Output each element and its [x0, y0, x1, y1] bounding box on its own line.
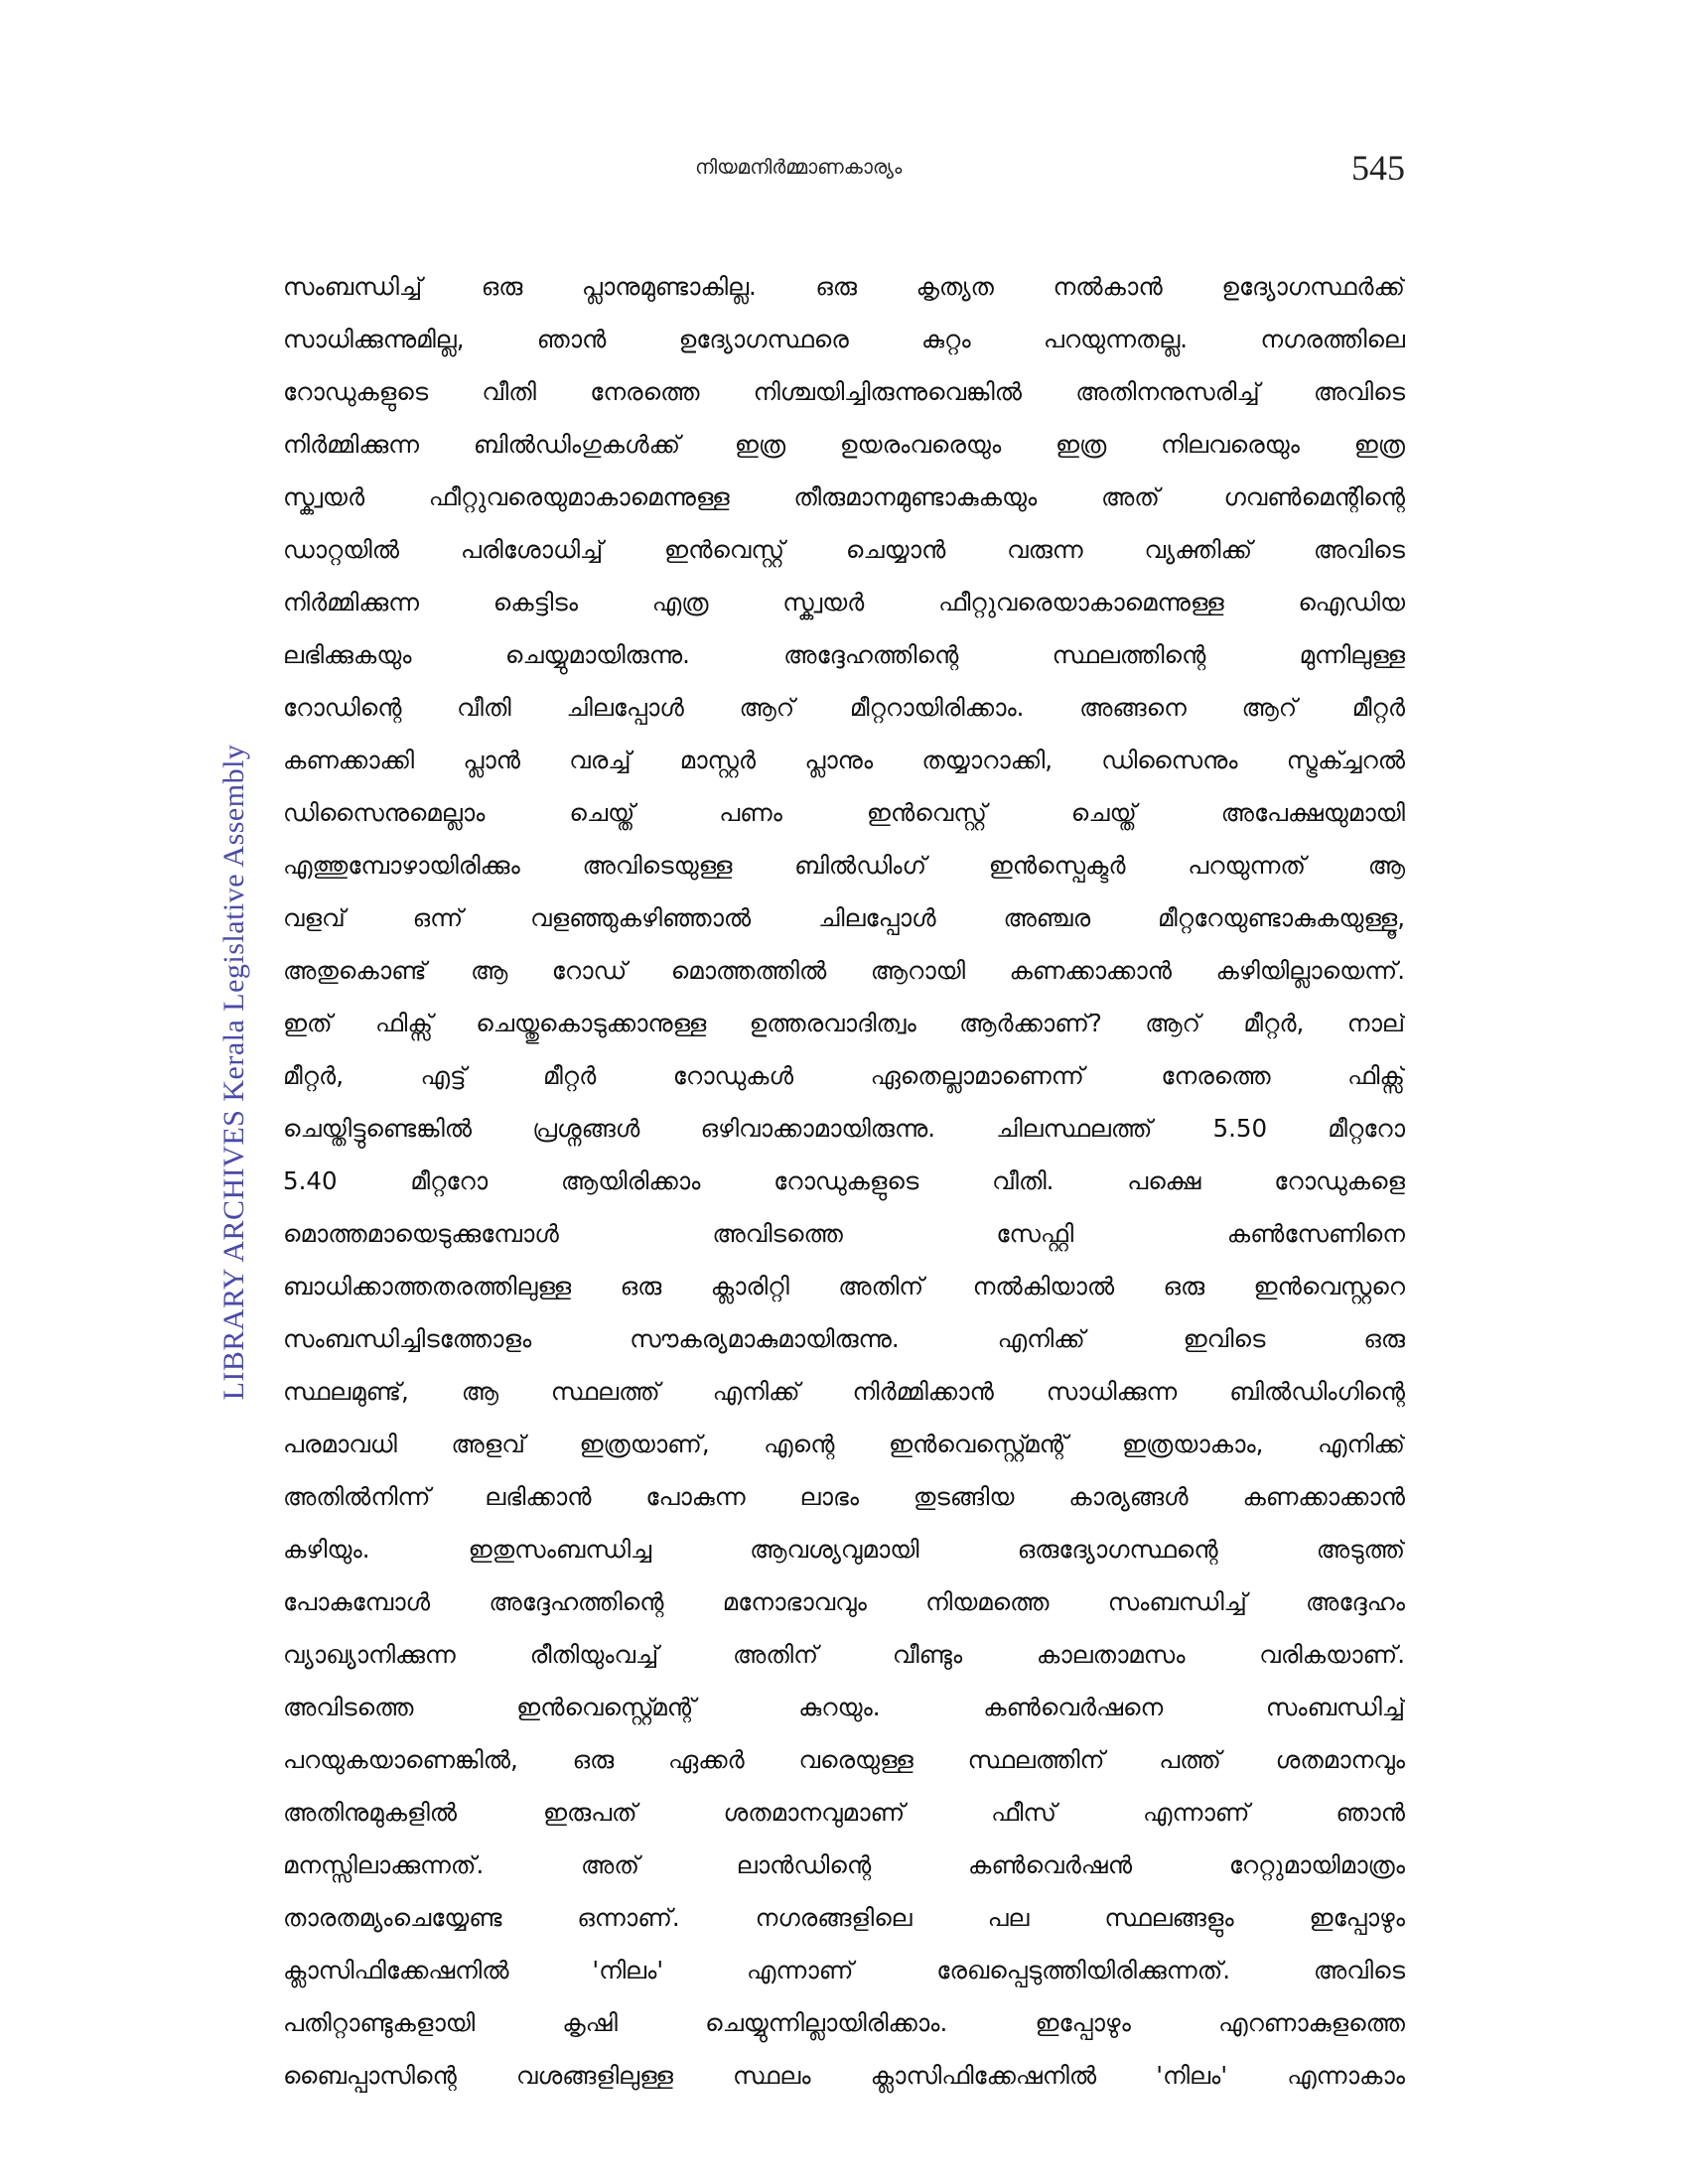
running-header-title: നിയമനിർമ്മാണകാര്യം	[695, 155, 903, 179]
body-line: പരമാവധി അളവ് ഇത്രയാണ്, എന്റെ ഇൻവെസ്റ്റ്മെന്റ് ഇത്രയാകാം, എനിക്ക്	[283, 1430, 1405, 1458]
body-line: സാധിക്കുന്നുമില്ല, ഞാൻ ഉദ്യോഗസ്ഥരെ കുറ്റം പറയുന്നതല്ല. നഗരത്തിലെ	[283, 325, 1405, 353]
body-line: സംബന്ധിച്ചിടത്തോളം സൗകര്യമാകുമായിരുന്നു. എനിക്ക് ഇവിടെ ഒരു	[283, 1324, 1405, 1353]
body-line: പോകുമ്പോൾ അദ്ദേഹത്തിന്റെ മനോഭാവവും നിയമത്തെ സംബന്ധിച്ച് അദ്ദേഹം	[283, 1587, 1405, 1616]
body-line: ഡിസൈനുമെല്ലാം ചെയ്ത് പണം ഇൻവെസ്റ്റ് ചെയ്ത് അപേക്ഷയുമായി	[283, 798, 1405, 827]
body-line: വ്യാഖ്യാനിക്കുന്ന രീതിയുംവച്ച് അതിന് വീണ്ടും കാലതാമസം വരികയാണ്.	[283, 1640, 1405, 1669]
body-line: അവിടത്തെ ഇൻവെസ്റ്റ്മെന്റ് കുറയും. കൺവെർഷനെ സംബന്ധിച്ച്	[283, 1693, 1405, 1721]
body-line: എത്തുമ്പോഴായിരിക്കും അവിടെയുള്ള ബിൽഡിംഗ് ഇൻസ്പെക്ടർ പറയുന്നത് ആ	[283, 851, 1405, 880]
body-line: 5.40 മീറ്ററോ ആയിരിക്കാം റോഡുകളുടെ വീതി. പക്ഷെ റോഡുകളെ	[283, 1166, 1405, 1195]
body-line: മൊത്തമായെടുക്കുമ്പോൾ അവിടത്തെ സേഫ്റ്റി കൺസേണിനെ	[283, 1219, 1405, 1248]
body-line: ലഭിക്കുകയും ചെയ്യുമായിരുന്നു. അദ്ദേഹത്തിന്റെ സ്ഥലത്തിന്റെ മുന്നിലുള്ള	[283, 640, 1405, 669]
body-line: പറയുകയാണെങ്കിൽ, ഒരു ഏക്കർ വരെയുള്ള സ്ഥലത്തിന് പത്ത് ശതമാനവും	[283, 1745, 1405, 1774]
body-line: മീറ്റർ, എട്ട് മീറ്റർ റോഡുകൾ ഏതെല്ലാമാണെന്ന് നേരത്തെ ഫിക്സ്	[283, 1061, 1405, 1090]
body-line: നിർമ്മിക്കുന്ന കെട്ടിടം എത്ര സ്ക്വയർ ഫീറ്റുവരെയാകാമെന്നുള്ള ഐഡിയ	[283, 588, 1405, 616]
body-line: സംബന്ധിച്ച് ഒരു പ്ലാനുമുണ്ടാകില്ല. ഒരു കൃത്യത നൽകാൻ ഉദ്യോഗസ്ഥർക്ക്	[283, 272, 1405, 301]
body-line: കണക്കാക്കി പ്ലാൻ വരച്ച് മാസ്റ്റർ പ്ലാനും തയ്യാറാക്കി, ഡിസൈനും സ്ട്രക്ച്ചറൽ	[283, 746, 1405, 774]
body-line: പതിറ്റാണ്ടുകളായി കൃഷി ചെയ്യുന്നില്ലായിരിക്കാം. ഇപ്പോഴും എറണാകുളത്തെ	[283, 2008, 1405, 2037]
body-line: ബാധിക്കാത്തതരത്തിലുള്ള ഒരു ക്ലാരിറ്റി അതിന് നൽകിയാൽ ഒരു ഇൻവെസ്റ്ററെ	[283, 1272, 1405, 1300]
body-line: ഡാറ്റയിൽ പരിശോധിച്ച് ഇൻവെസ്റ്റ് ചെയ്യാൻ വരുന്ന വ്യക്തിക്ക് അവിടെ	[283, 535, 1405, 564]
body-line: ബൈപ്പാസിന്റെ വശങ്ങളിലുള്ള സ്ഥലം ക്ലാസിഫിക്കേഷനിൽ 'നിലം' എന്നാകാം	[283, 2061, 1405, 2090]
body-line: റോഡുകളുടെ വീതി നേരത്തെ നിശ്ചയിച്ചിരുന്നുവെങ്കിൽ അതിനനുസരിച്ച് അവിടെ	[283, 377, 1405, 406]
body-line: ഇത് ഫിക്സ് ചെയ്തുകൊടുക്കാനുള്ള ഉത്തരവാദിത്വം ആർക്കാണ്? ആറ് മീറ്റർ, നാല്	[283, 1009, 1405, 1037]
body-line: വളവ് ഒന്ന് വളഞ്ഞുകഴിഞ്ഞാൽ ചിലപ്പോൾ അഞ്ചര മീറ്ററേയുണ്ടാകുകയുള്ളൂ,	[283, 903, 1405, 932]
body-line: കഴിയും. ഇതുസംബന്ധിച്ച ആവശ്യവുമായി ഒരുദ്യോഗസ്ഥന്റെ അടുത്ത്	[283, 1535, 1405, 1564]
library-archives-watermark: LIBRARY ARCHIVES Kerala Legislative Assembly	[217, 744, 250, 1401]
body-line: നിർമ്മിക്കുന്ന ബിൽഡിംഗുകൾക്ക് ഇത്ര ഉയരംവരെയും ഇത്ര നിലവരെയും ഇത്ര	[283, 430, 1405, 459]
body-line: താരതമ്യംചെയ്യേണ്ട ഒന്നാണ്. നഗരങ്ങളിലെ പല സ്ഥലങ്ങളും ഇപ്പോഴും	[283, 1903, 1405, 1932]
body-line: അതുകൊണ്ട് ആ റോഡ് മൊത്തത്തിൽ ആറായി കണക്കാക്കാൻ കഴിയില്ലായെന്ന്.	[283, 956, 1405, 985]
body-text	[283, 260, 1405, 2102]
body-line: ക്ലാസിഫിക്കേഷനിൽ 'നിലം' എന്നാണ് രേഖപ്പെടുത്തിയിരിക്കുന്നത്. അവിടെ	[283, 1956, 1405, 1984]
page-header	[0, 147, 1688, 197]
page-number: 545	[1351, 148, 1405, 188]
body-line: അതിൽനിന്ന് ലഭിക്കാൻ പോകുന്ന ലാഭം തുടങ്ങിയ കാര്യങ്ങൾ കണക്കാക്കാൻ	[283, 1482, 1405, 1511]
body-line: മനസ്സിലാക്കുന്നത്. അത് ലാൻഡിന്റെ കൺവെർഷൻ റേറ്റുമായിമാത്രം	[283, 1850, 1405, 1879]
body-line: സ്ഥലമുണ്ട്, ആ സ്ഥലത്ത് എനിക്ക് നിർമ്മിക്കാൻ സാധിക്കുന്ന ബിൽഡിംഗിന്റെ	[283, 1377, 1405, 1406]
body-line: അതിനുമുകളിൽ ഇരുപത് ശതമാനവുമാണ് ഫീസ് എന്നാണ് ഞാൻ	[283, 1798, 1405, 1827]
body-line: ചെയ്തിട്ടുണ്ടെങ്കിൽ പ്രശ്നങ്ങൾ ഒഴിവാക്കാമായിരുന്നു. ചിലസ്ഥലത്ത് 5.50 മീറ്ററോ	[283, 1114, 1405, 1143]
body-line: സ്ക്വയർ ഫീറ്റുവരെയുമാകാമെന്നുള്ള തീരുമാനമുണ്ടാകുകയും അത് ഗവൺമെന്റിന്റെ	[283, 482, 1405, 511]
body-line: റോഡിന്റെ വീതി ചിലപ്പോൾ ആറ് മീറ്ററായിരിക്കാം. അങ്ങനെ ആറ് മീറ്റർ	[283, 693, 1405, 722]
